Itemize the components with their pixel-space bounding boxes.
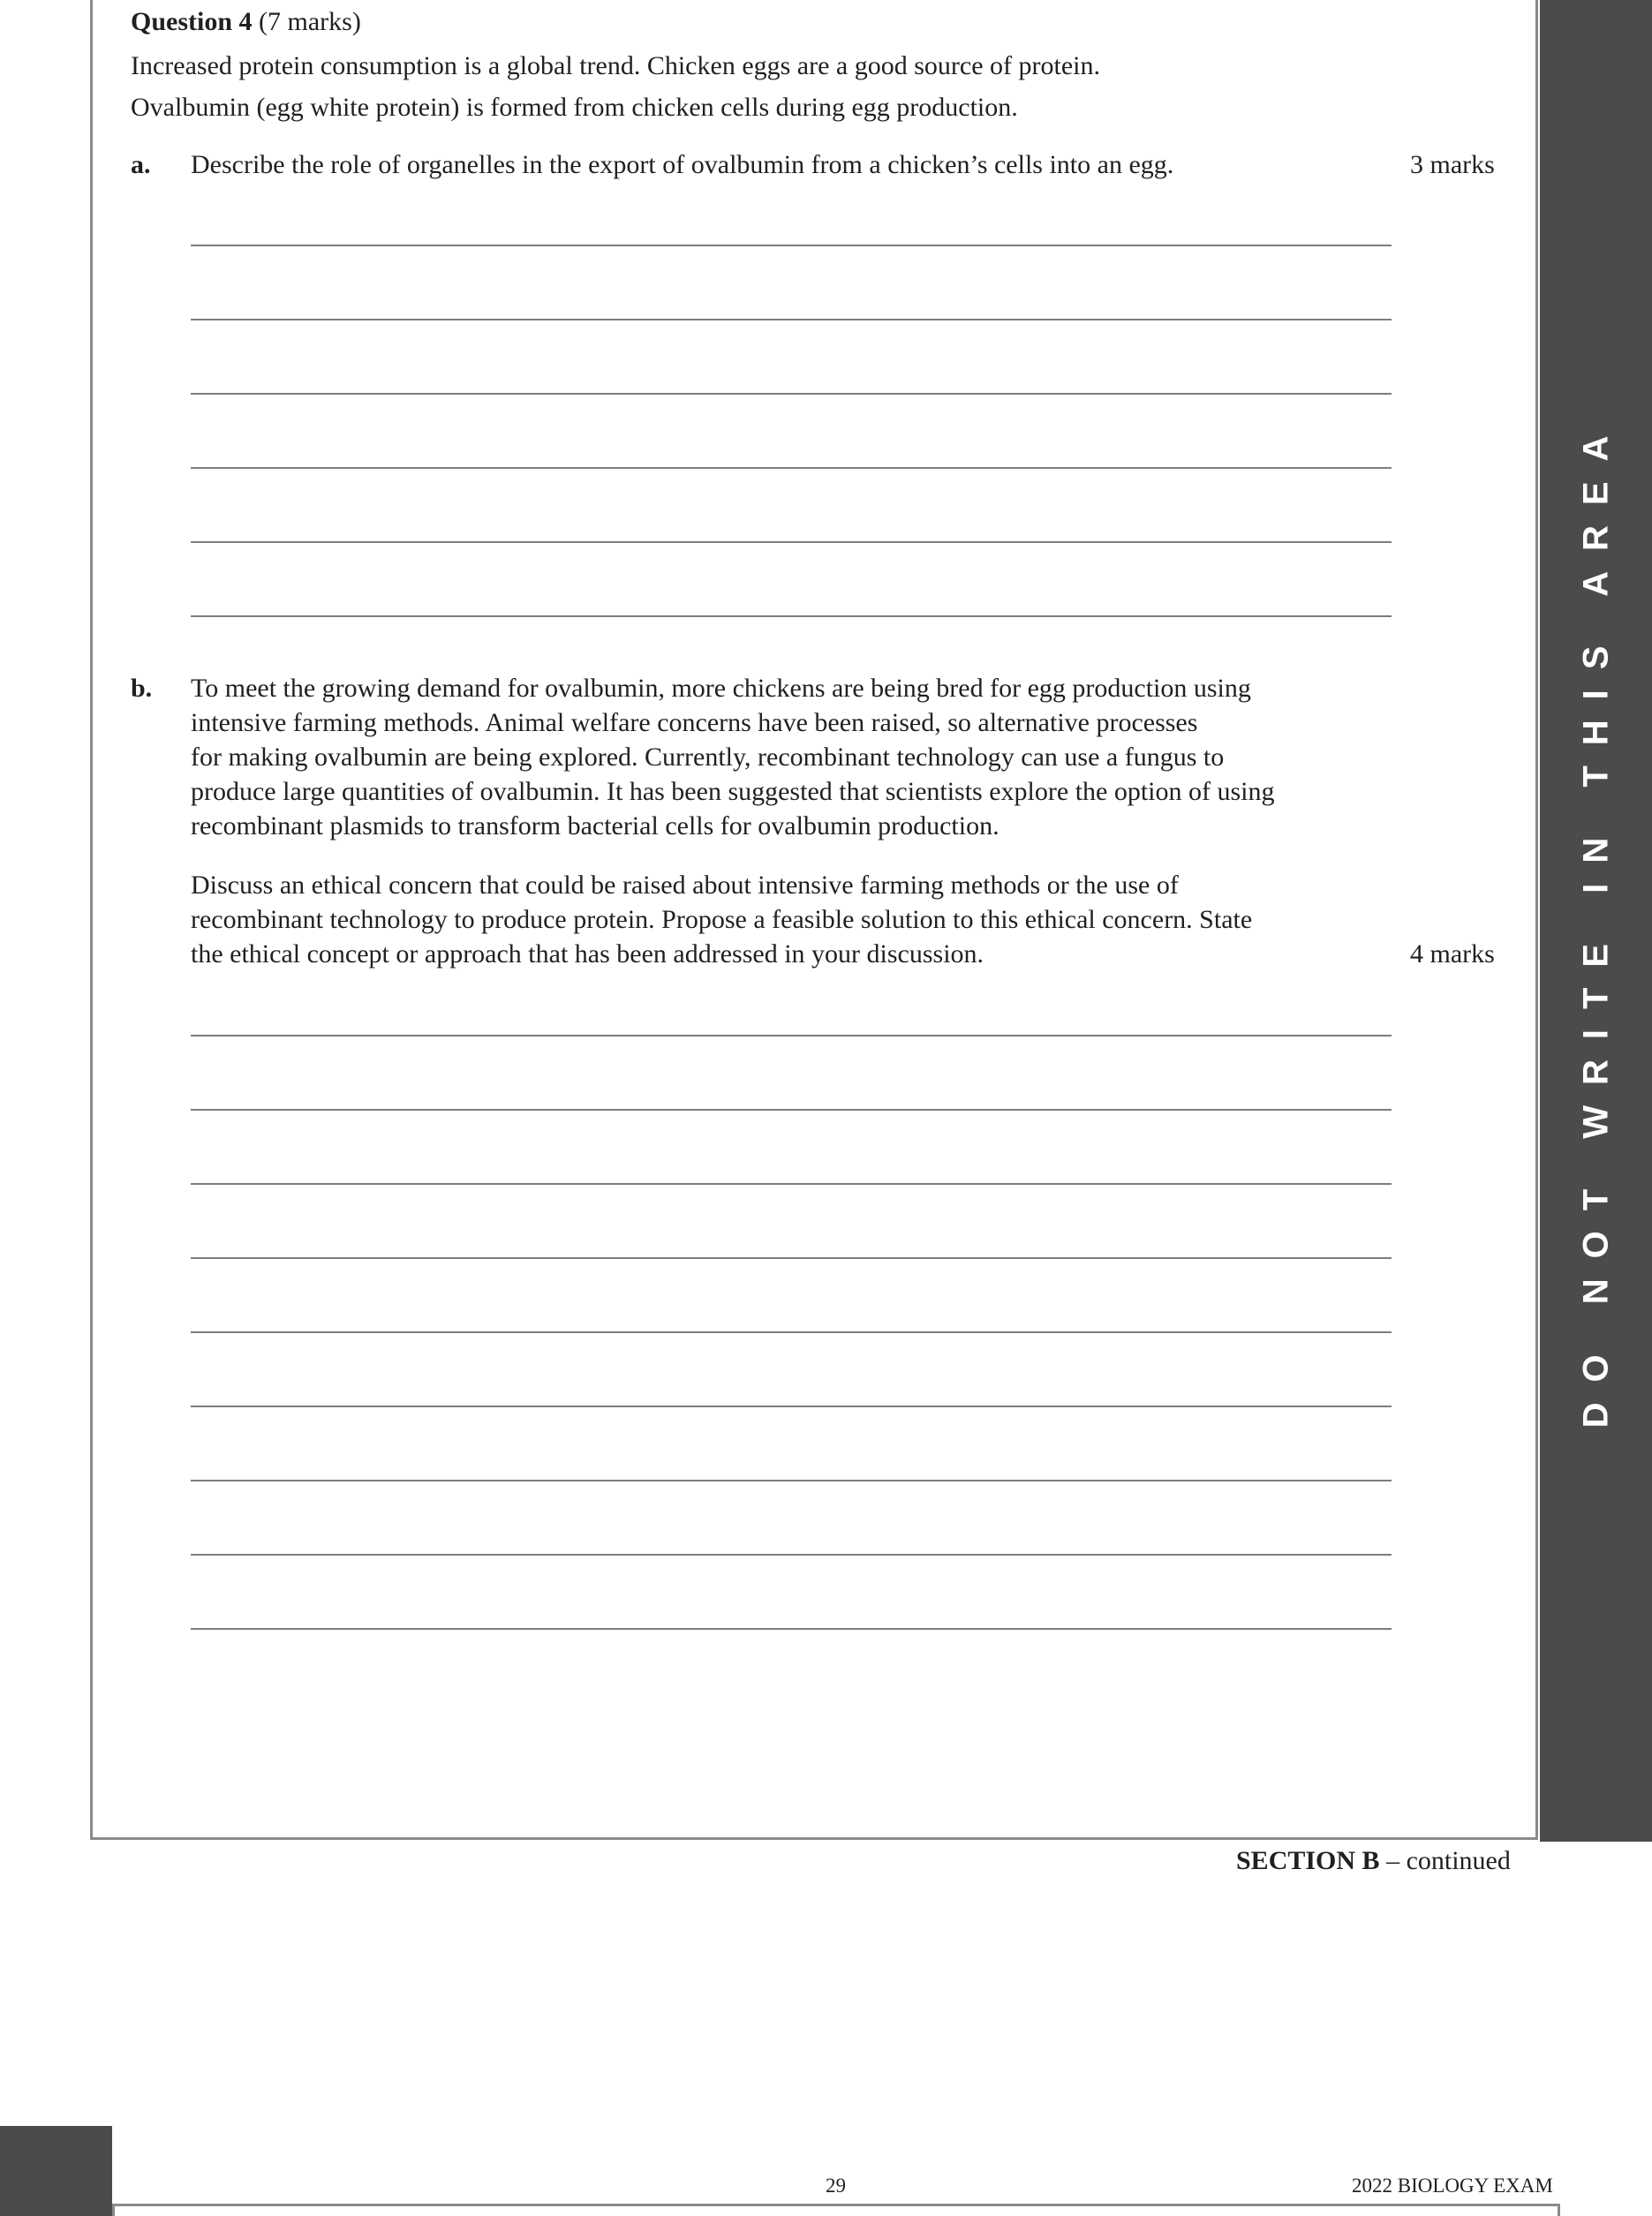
part-b-context-line: for making ovalbumin are being explored. Currently, recombinant technology can use a fungus to (191, 742, 1225, 772)
part-b-question-line: Discuss an ethical concern that could be raised about intensive farming methods or the use of (191, 871, 1179, 900)
answer-line[interactable] (191, 319, 1392, 320)
section-name: SECTION B (1236, 1846, 1380, 1875)
page-number: 29 (826, 2175, 846, 2197)
answer-line[interactable] (191, 1183, 1392, 1185)
answer-line[interactable] (191, 1257, 1392, 1259)
part-b-context-line: recombinant plasmids to transform bacterial cells for ovalbumin production. (191, 811, 999, 840)
part-b-marks: 4 marks (1410, 939, 1495, 969)
footer-tab (0, 2126, 112, 2216)
section-continued-text: – continued (1379, 1846, 1511, 1875)
answer-line[interactable] (191, 1480, 1392, 1481)
section-continued (1236, 1843, 1511, 1878)
answer-line[interactable] (191, 393, 1392, 395)
part-a-text: Describe the role of organelles in the export of ovalbumin from a chicken’s cells into an egg. (191, 150, 1174, 179)
part-b-context-line: intensive farming methods. Animal welfare concerns have been raised, so alternative processes (191, 708, 1198, 737)
answer-line[interactable] (191, 467, 1392, 469)
part-a-marks: 3 marks (1410, 150, 1495, 179)
answer-line[interactable] (191, 1109, 1392, 1111)
part-b-question-line: the ethical concept or approach that has been addressed in your discussion. (191, 939, 984, 969)
answer-line[interactable] (191, 245, 1392, 246)
exam-title: 2022 BIOLOGY EXAM (1352, 2175, 1553, 2197)
part-b-question-line: recombinant technology to produce protein. Propose a feasible solution to this ethical concern. State (191, 905, 1253, 934)
question-intro-line-2: Ovalbumin (egg white protein) is formed from chicken cells during egg production. (131, 93, 1018, 122)
part-a-label: a. (131, 150, 151, 179)
question-header (131, 4, 361, 39)
answer-line[interactable] (191, 1554, 1392, 1556)
answer-line[interactable] (191, 1628, 1392, 1630)
question-title: Question 4 (131, 7, 253, 36)
part-b-label: b. (131, 674, 153, 703)
answer-line[interactable] (191, 1331, 1392, 1333)
answer-line[interactable] (191, 541, 1392, 543)
part-b-context-line: produce large quantities of ovalbumin. It has been suggested that scientists explore the option of using (191, 777, 1275, 806)
question-intro-line-1: Increased protein consumption is a global trend. Chicken eggs are a good source of protein. (131, 51, 1101, 80)
answer-line[interactable] (191, 1406, 1392, 1407)
answer-line[interactable] (191, 1035, 1392, 1036)
answer-line[interactable] (191, 615, 1392, 617)
question-marks-total: (7 marks) (259, 7, 361, 36)
footer-frame (112, 2204, 1560, 2216)
part-b-context-line: To meet the growing demand for ovalbumin, more chickens are being bred for egg production using (191, 674, 1251, 703)
do-not-write-notice: DO NOT WRITE IN THIS AREA (1576, 415, 1616, 1428)
